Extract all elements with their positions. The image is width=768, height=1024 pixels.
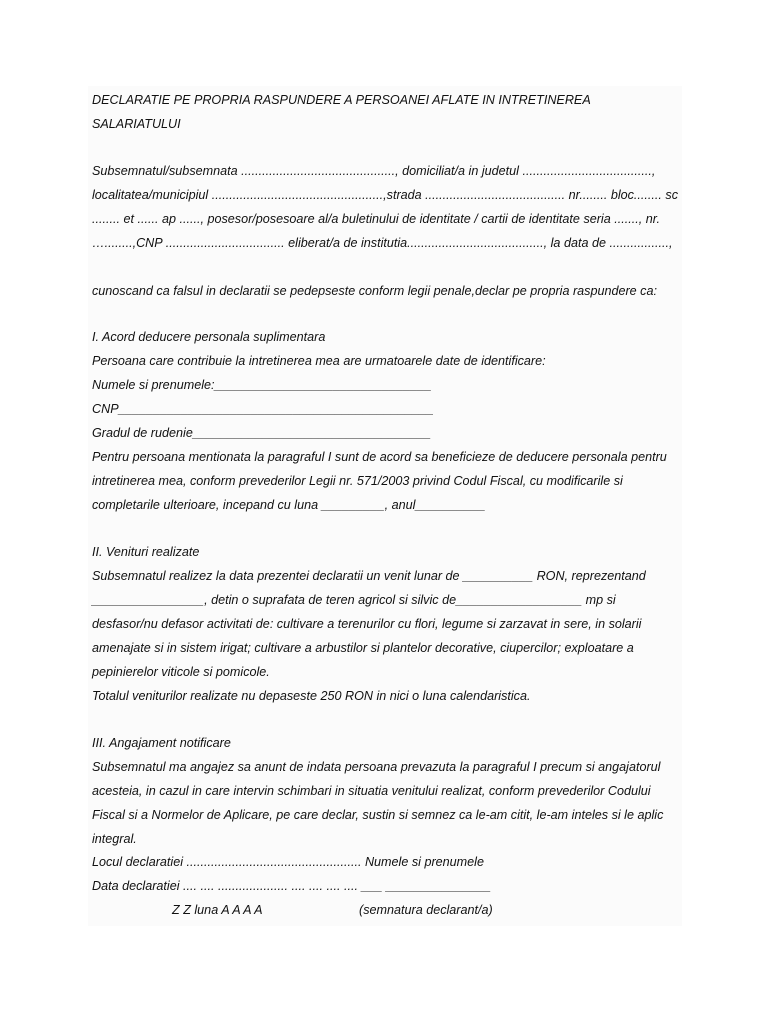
kinship-field: Gradul de rudenie__________________________________ (92, 426, 431, 440)
section-1-line: intretinerea mea, conform prevederilor Legii nr. 571/2003 privind Codul Fiscal, cu modificarile si (92, 474, 623, 488)
intro-line: …........,CNP .................................. eliberat/a de institutia......................................., la data de ................., (92, 236, 673, 250)
date-format-hint: Z Z luna A A A A (172, 903, 263, 917)
section-3-line: Subsemnatul ma angajez sa anunt de indata persoana prevazuta la paragraful I precum si angajatorul (92, 760, 661, 774)
section-1-heading: I. Acord deducere personala suplimentara (92, 330, 326, 344)
statement-line: cunoscand ca falsul in declaratii se pedepseste conform legii penale,declar pe propria raspundere ca: (92, 284, 657, 298)
place-of-declaration: Locul declaratiei .................................................. Numele si prenumele (92, 855, 484, 869)
title-line-2: SALARIATULUI (92, 117, 181, 131)
section-2-heading: II. Venituri realizate (92, 545, 200, 559)
title-line-1: DECLARATIE PE PROPRIA RASPUNDERE A PERSOANEI AFLATE IN INTRETINEREA (92, 93, 591, 107)
section-3-line: integral. (92, 832, 137, 846)
section-3-line: acesteia, in cazul in care intervin schimbari in situatia venitului realizat, conform prevederilor Codului (92, 784, 651, 798)
cnp-field: CNP_____________________________________________ (92, 402, 434, 416)
section-2-line: desfasor/nu defasor activitati de: cultivare a terenurilor cu flori, legume si zarzavat in sere, in solarii (92, 617, 642, 631)
signature-label: (semnatura declarant/a) (359, 903, 493, 917)
section-1-line: Persoana care contribuie la intretinerea mea are urmatoarele date de identificare: (92, 354, 546, 368)
intro-line: Subsemnatul/subsemnata ............................................, domiciliat/a in judetul ....................................., (92, 164, 656, 178)
section-2-line: Totalul veniturilor realizate nu depaseste 250 RON in nici o luna calendaristica. (92, 689, 531, 703)
full-name-field: Numele si prenumele:_______________________________ (92, 378, 432, 392)
section-2-line: amenajate si in sistem irigat; cultivare a arbustilor si plantelor decorative, ciupercilor; exploatare a (92, 641, 634, 655)
intro-line: localitatea/municipiul .................................................,strada ........................................ nr........ bloc........ sc (92, 188, 679, 202)
section-3-line: Fiscal si a Normelor de Aplicare, pe care declar, sustin si semnez ca le-am citit, le-am inteles si le aplic (92, 808, 664, 822)
section-2-line: Subsemnatul realizez la data prezentei declaratii un venit lunar de __________ RON, reprezentand (92, 569, 646, 583)
section-2-line: ________________, detin o suprafata de teren agricol si silvic de__________________ mp si (92, 593, 616, 607)
section-1-line: Pentru persoana mentionata la paragraful I sunt de acord sa beneficieze de deducere personala pentru (92, 450, 667, 464)
intro-line: ........ et ...... ap ......, posesor/posesoare al/a buletinului de identitate / cartii de identitate seria ......., nr. (92, 212, 660, 226)
section-2-line: pepinierelor viticole si pomicole. (92, 665, 270, 679)
section-3-heading: III. Angajament notificare (92, 736, 231, 750)
date-of-declaration: Data declaratiei .... .... .................... .... .... .... .... ___ _______________ (92, 879, 492, 893)
section-1-line: completarile ulterioare, incepand cu luna _________, anul__________ (92, 498, 486, 512)
